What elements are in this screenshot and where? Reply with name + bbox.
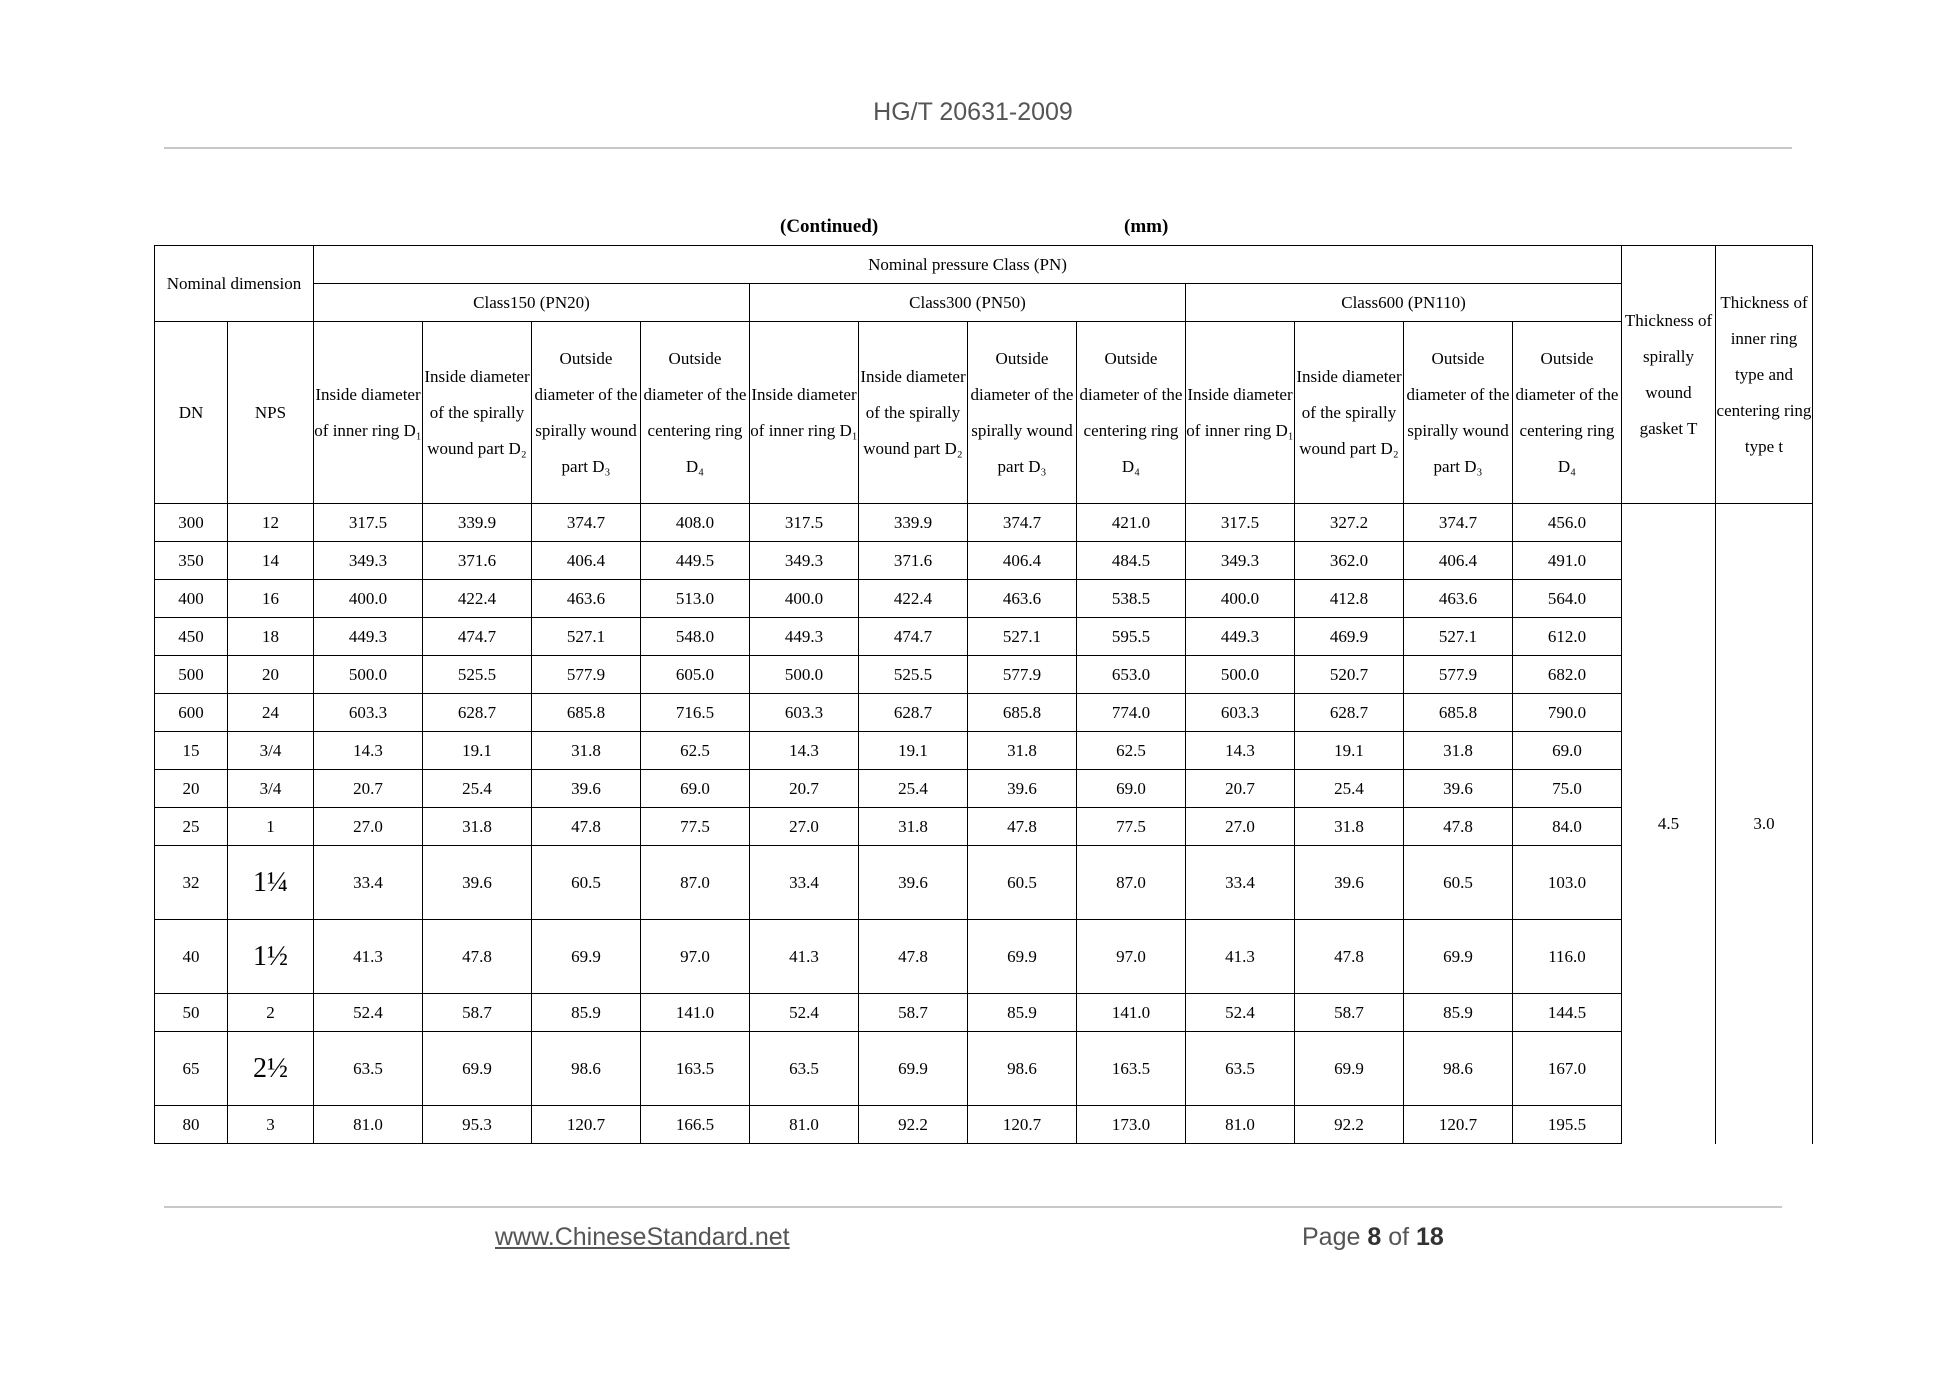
cell-c300-d1: 81.0: [750, 1106, 859, 1144]
cell-c150-d4: 548.0: [641, 618, 750, 656]
cell-c600-d1: 33.4: [1186, 846, 1295, 920]
cell-c600-d1: 449.3: [1186, 618, 1295, 656]
cell-c600-d3: 685.8: [1404, 694, 1513, 732]
cell-c300-d2: 92.2: [859, 1106, 968, 1144]
cell-dn: 300: [155, 504, 228, 542]
cell-c300-d3: 685.8: [968, 694, 1077, 732]
cell-c150-d2: 25.4: [423, 770, 532, 808]
cell-c150-d2: 47.8: [423, 920, 532, 994]
cell-c150-d3: 98.6: [532, 1032, 641, 1106]
table-row: [155, 920, 1813, 994]
cell-c600-d2: 469.9: [1295, 618, 1404, 656]
cell-c150-d3: 685.8: [532, 694, 641, 732]
cell-dn: 500: [155, 656, 228, 694]
page-prefix: Page: [1302, 1223, 1368, 1251]
header-d1-class150: Inside diameter of inner ring D₁: [314, 322, 423, 504]
cell-c300-d2: 339.9: [859, 504, 968, 542]
cell-c300-d2: 474.7: [859, 618, 968, 656]
cell-dn: 32: [155, 846, 228, 920]
cell-c300-d4: 62.5: [1077, 732, 1186, 770]
header-d1-class600: Inside diameter of inner ring D₁: [1186, 322, 1295, 504]
cell-c600-d4: 612.0: [1513, 618, 1622, 656]
cell-c150-d4: 62.5: [641, 732, 750, 770]
cell-c300-d3: 39.6: [968, 770, 1077, 808]
cell-dn: 50: [155, 994, 228, 1032]
cell-c600-d2: 25.4: [1295, 770, 1404, 808]
cell-c600-d4: 144.5: [1513, 994, 1622, 1032]
cell-c150-d3: 39.6: [532, 770, 641, 808]
cell-c150-d1: 20.7: [314, 770, 423, 808]
cell-c150-d4: 166.5: [641, 1106, 750, 1144]
cell-c300-d2: 525.5: [859, 656, 968, 694]
cell-c300-d3: 120.7: [968, 1106, 1077, 1144]
cell-dn: 15: [155, 732, 228, 770]
cell-c600-d4: 103.0: [1513, 846, 1622, 920]
cell-c150-d3: 120.7: [532, 1106, 641, 1144]
cell-c300-d2: 628.7: [859, 694, 968, 732]
cell-c600-d4: 69.0: [1513, 732, 1622, 770]
cell-c150-d1: 603.3: [314, 694, 423, 732]
cell-dn: 350: [155, 542, 228, 580]
cell-c600-d3: 47.8: [1404, 808, 1513, 846]
cell-c150-d4: 97.0: [641, 920, 750, 994]
cell-c150-d1: 27.0: [314, 808, 423, 846]
header-d4-class600: Outside diameter of the centering ring D₄: [1513, 322, 1622, 504]
cell-c600-d2: 327.2: [1295, 504, 1404, 542]
cell-c600-d1: 81.0: [1186, 1106, 1295, 1144]
cell-c600-d3: 85.9: [1404, 994, 1513, 1032]
cell-c150-d2: 31.8: [423, 808, 532, 846]
cell-nps: 16: [228, 580, 314, 618]
cell-c300-d4: 69.0: [1077, 770, 1186, 808]
cell-c600-d1: 603.3: [1186, 694, 1295, 732]
cell-c600-d3: 527.1: [1404, 618, 1513, 656]
header-class150: Class150 (PN20): [314, 284, 750, 322]
cell-c300-d4: 595.5: [1077, 618, 1186, 656]
header-d2-class300: Inside diameter of the spirally wound part D₂: [859, 322, 968, 504]
cell-c600-d2: 69.9: [1295, 1032, 1404, 1106]
cell-c600-d3: 577.9: [1404, 656, 1513, 694]
cell-c300-d2: 47.8: [859, 920, 968, 994]
cell-c600-d1: 41.3: [1186, 920, 1295, 994]
header-d3-class300: Outside diameter of the spirally wound part D₃: [968, 322, 1077, 504]
header-d4-class300: Outside diameter of the centering ring D₄: [1077, 322, 1186, 504]
cell-c600-d2: 47.8: [1295, 920, 1404, 994]
cell-c300-d4: 173.0: [1077, 1106, 1186, 1144]
cell-c150-d4: 87.0: [641, 846, 750, 920]
table-row: [155, 504, 1813, 542]
cell-c150-d2: 39.6: [423, 846, 532, 920]
cell-c150-d3: 577.9: [532, 656, 641, 694]
table-row: [155, 846, 1813, 920]
cell-c150-d4: 605.0: [641, 656, 750, 694]
cell-c600-d3: 406.4: [1404, 542, 1513, 580]
cell-c600-d2: 31.8: [1295, 808, 1404, 846]
cell-c600-d4: 75.0: [1513, 770, 1622, 808]
cell-c150-d1: 52.4: [314, 994, 423, 1032]
cell-c150-d3: 527.1: [532, 618, 641, 656]
cell-c300-d2: 371.6: [859, 542, 968, 580]
cell-nps: 1: [228, 808, 314, 846]
cell-c300-d1: 500.0: [750, 656, 859, 694]
header-d1-class300: Inside diameter of inner ring D₁: [750, 322, 859, 504]
cell-c150-d4: 77.5: [641, 808, 750, 846]
cell-nps: 18: [228, 618, 314, 656]
cell-nps: 14: [228, 542, 314, 580]
cell-c300-d1: 14.3: [750, 732, 859, 770]
cell-c150-d1: 400.0: [314, 580, 423, 618]
cell-c600-d4: 167.0: [1513, 1032, 1622, 1106]
page-of: of: [1381, 1223, 1416, 1251]
cell-c150-d4: 513.0: [641, 580, 750, 618]
table-row: [155, 694, 1813, 732]
cell-c600-d3: 463.6: [1404, 580, 1513, 618]
cell-c600-d2: 19.1: [1295, 732, 1404, 770]
table-row: [155, 580, 1813, 618]
cell-c600-d4: 564.0: [1513, 580, 1622, 618]
cell-thickness-inner: 3.0: [1716, 504, 1813, 1144]
cell-c600-d2: 362.0: [1295, 542, 1404, 580]
cell-c150-d3: 463.6: [532, 580, 641, 618]
cell-c600-d1: 400.0: [1186, 580, 1295, 618]
gasket-dimension-table: [154, 245, 1813, 1144]
cell-c600-d3: 98.6: [1404, 1032, 1513, 1106]
header-class600: Class600 (PN110): [1186, 284, 1622, 322]
header-d2-class150: Inside diameter of the spirally wound part D₂: [423, 322, 532, 504]
cell-dn: 25: [155, 808, 228, 846]
cell-c300-d2: 69.9: [859, 1032, 968, 1106]
table-row: [155, 994, 1813, 1032]
cell-c600-d1: 500.0: [1186, 656, 1295, 694]
cell-c150-d1: 349.3: [314, 542, 423, 580]
header-d4-class150: Outside diameter of the centering ring D₄: [641, 322, 750, 504]
header-nominal-dimension: Nominal dimension: [155, 246, 314, 322]
cell-c300-d4: 538.5: [1077, 580, 1186, 618]
cell-c300-d2: 58.7: [859, 994, 968, 1032]
cell-c600-d1: 14.3: [1186, 732, 1295, 770]
cell-c300-d4: 141.0: [1077, 994, 1186, 1032]
cell-c300-d1: 63.5: [750, 1032, 859, 1106]
header-divider: [164, 147, 1792, 149]
cell-c150-d1: 317.5: [314, 504, 423, 542]
cell-c600-d2: 58.7: [1295, 994, 1404, 1032]
cell-c300-d4: 163.5: [1077, 1032, 1186, 1106]
cell-c150-d4: 449.5: [641, 542, 750, 580]
table-row: [155, 618, 1813, 656]
header-d3-class600: Outside diameter of the spirally wound part D₃: [1404, 322, 1513, 504]
table-row: [155, 1106, 1813, 1144]
cell-c600-d1: 20.7: [1186, 770, 1295, 808]
cell-c600-d3: 31.8: [1404, 732, 1513, 770]
cell-c600-d3: 60.5: [1404, 846, 1513, 920]
table-row: [155, 770, 1813, 808]
cell-c600-d2: 520.7: [1295, 656, 1404, 694]
table-row: [155, 1032, 1813, 1106]
cell-c600-d2: 628.7: [1295, 694, 1404, 732]
cell-c300-d2: 25.4: [859, 770, 968, 808]
header-d3-class150: Outside diameter of the spirally wound part D₃: [532, 322, 641, 504]
cell-dn: 40: [155, 920, 228, 994]
document-code: HG/T 20631-2009: [873, 98, 1073, 126]
cell-c300-d1: 317.5: [750, 504, 859, 542]
cell-c600-d3: 39.6: [1404, 770, 1513, 808]
cell-nps: 3/4: [228, 732, 314, 770]
cell-c300-d4: 421.0: [1077, 504, 1186, 542]
header-nominal-pressure: Nominal pressure Class (PN): [314, 246, 1622, 284]
header-thickness-gasket: Thickness of spirally wound gasket T: [1622, 246, 1716, 504]
table-caption-unit: (mm): [1124, 216, 1169, 237]
cell-nps: 3: [228, 1106, 314, 1144]
cell-c150-d2: 371.6: [423, 542, 532, 580]
cell-c300-d3: 577.9: [968, 656, 1077, 694]
cell-c600-d4: 116.0: [1513, 920, 1622, 994]
cell-c300-d3: 406.4: [968, 542, 1077, 580]
cell-c300-d3: 69.9: [968, 920, 1077, 994]
cell-c150-d3: 69.9: [532, 920, 641, 994]
cell-c300-d1: 400.0: [750, 580, 859, 618]
cell-c150-d4: 163.5: [641, 1032, 750, 1106]
cell-c150-d2: 19.1: [423, 732, 532, 770]
table-row: [155, 542, 1813, 580]
table-row: [155, 808, 1813, 846]
cell-c150-d2: 525.5: [423, 656, 532, 694]
cell-c300-d1: 449.3: [750, 618, 859, 656]
table-row: [155, 732, 1813, 770]
cell-nps: 1½: [228, 920, 314, 994]
cell-c600-d2: 412.8: [1295, 580, 1404, 618]
cell-c150-d4: 716.5: [641, 694, 750, 732]
cell-c600-d1: 27.0: [1186, 808, 1295, 846]
cell-c150-d1: 500.0: [314, 656, 423, 694]
cell-c150-d1: 41.3: [314, 920, 423, 994]
cell-c300-d2: 422.4: [859, 580, 968, 618]
cell-c600-d4: 456.0: [1513, 504, 1622, 542]
cell-c600-d4: 84.0: [1513, 808, 1622, 846]
cell-c600-d4: 790.0: [1513, 694, 1622, 732]
cell-c150-d2: 69.9: [423, 1032, 532, 1106]
cell-c300-d4: 77.5: [1077, 808, 1186, 846]
cell-c300-d4: 484.5: [1077, 542, 1186, 580]
cell-c300-d2: 31.8: [859, 808, 968, 846]
cell-c300-d1: 20.7: [750, 770, 859, 808]
cell-c150-d1: 81.0: [314, 1106, 423, 1144]
cell-c600-d4: 195.5: [1513, 1106, 1622, 1144]
cell-c150-d2: 95.3: [423, 1106, 532, 1144]
cell-c300-d4: 87.0: [1077, 846, 1186, 920]
cell-c150-d3: 47.8: [532, 808, 641, 846]
cell-c300-d1: 349.3: [750, 542, 859, 580]
cell-c300-d3: 98.6: [968, 1032, 1077, 1106]
cell-c300-d3: 527.1: [968, 618, 1077, 656]
page-current: 8: [1367, 1223, 1382, 1251]
cell-c150-d1: 449.3: [314, 618, 423, 656]
cell-c600-d2: 39.6: [1295, 846, 1404, 920]
cell-c300-d3: 31.8: [968, 732, 1077, 770]
cell-c300-d4: 653.0: [1077, 656, 1186, 694]
cell-c150-d3: 374.7: [532, 504, 641, 542]
cell-c150-d3: 406.4: [532, 542, 641, 580]
header-class300: Class300 (PN50): [750, 284, 1186, 322]
footer-divider: [164, 1206, 1782, 1208]
table-caption-continued: (Continued): [780, 216, 879, 237]
cell-c150-d2: 474.7: [423, 618, 532, 656]
cell-dn: 400: [155, 580, 228, 618]
header-thickness-inner: Thickness of inner ring type and centering ring type t: [1716, 246, 1813, 504]
cell-c150-d1: 14.3: [314, 732, 423, 770]
page-indicator: [1302, 1223, 1444, 1252]
cell-c600-d1: 52.4: [1186, 994, 1295, 1032]
cell-c300-d1: 33.4: [750, 846, 859, 920]
cell-dn: 20: [155, 770, 228, 808]
cell-c600-d1: 349.3: [1186, 542, 1295, 580]
cell-dn: 450: [155, 618, 228, 656]
cell-c300-d2: 19.1: [859, 732, 968, 770]
cell-c600-d3: 120.7: [1404, 1106, 1513, 1144]
cell-dn: 600: [155, 694, 228, 732]
cell-c150-d1: 63.5: [314, 1032, 423, 1106]
cell-c300-d3: 463.6: [968, 580, 1077, 618]
cell-c300-d3: 47.8: [968, 808, 1077, 846]
cell-nps: 20: [228, 656, 314, 694]
header-dn: DN: [155, 322, 228, 504]
cell-c600-d4: 491.0: [1513, 542, 1622, 580]
cell-c600-d3: 374.7: [1404, 504, 1513, 542]
cell-c150-d2: 339.9: [423, 504, 532, 542]
cell-c600-d1: 317.5: [1186, 504, 1295, 542]
cell-c600-d1: 63.5: [1186, 1032, 1295, 1106]
cell-c300-d2: 39.6: [859, 846, 968, 920]
cell-c150-d4: 408.0: [641, 504, 750, 542]
cell-nps: 2½: [228, 1032, 314, 1106]
cell-c150-d4: 141.0: [641, 994, 750, 1032]
cell-c300-d3: 60.5: [968, 846, 1077, 920]
cell-c150-d2: 58.7: [423, 994, 532, 1032]
cell-c150-d2: 422.4: [423, 580, 532, 618]
site-link[interactable]: www.ChineseStandard.net: [495, 1223, 790, 1251]
cell-nps: 1¼: [228, 846, 314, 920]
cell-c150-d3: 60.5: [532, 846, 641, 920]
cell-nps: 3/4: [228, 770, 314, 808]
cell-c300-d1: 603.3: [750, 694, 859, 732]
table-row: [155, 656, 1813, 694]
cell-c600-d2: 92.2: [1295, 1106, 1404, 1144]
header-nps: NPS: [228, 322, 314, 504]
cell-c300-d1: 27.0: [750, 808, 859, 846]
cell-c150-d2: 628.7: [423, 694, 532, 732]
cell-c300-d1: 52.4: [750, 994, 859, 1032]
cell-c300-d3: 85.9: [968, 994, 1077, 1032]
page-total: 18: [1416, 1223, 1444, 1251]
cell-c150-d3: 31.8: [532, 732, 641, 770]
cell-c300-d3: 374.7: [968, 504, 1077, 542]
cell-c300-d4: 774.0: [1077, 694, 1186, 732]
cell-c150-d4: 69.0: [641, 770, 750, 808]
cell-c300-d4: 97.0: [1077, 920, 1186, 994]
cell-c300-d1: 41.3: [750, 920, 859, 994]
cell-c600-d3: 69.9: [1404, 920, 1513, 994]
cell-nps: 12: [228, 504, 314, 542]
cell-c150-d1: 33.4: [314, 846, 423, 920]
cell-nps: 24: [228, 694, 314, 732]
cell-c600-d4: 682.0: [1513, 656, 1622, 694]
cell-thickness-gasket: 4.5: [1622, 504, 1716, 1144]
cell-c150-d3: 85.9: [532, 994, 641, 1032]
cell-dn: 65: [155, 1032, 228, 1106]
header-d2-class600: Inside diameter of the spirally wound part D₂: [1295, 322, 1404, 504]
cell-dn: 80: [155, 1106, 228, 1144]
cell-nps: 2: [228, 994, 314, 1032]
